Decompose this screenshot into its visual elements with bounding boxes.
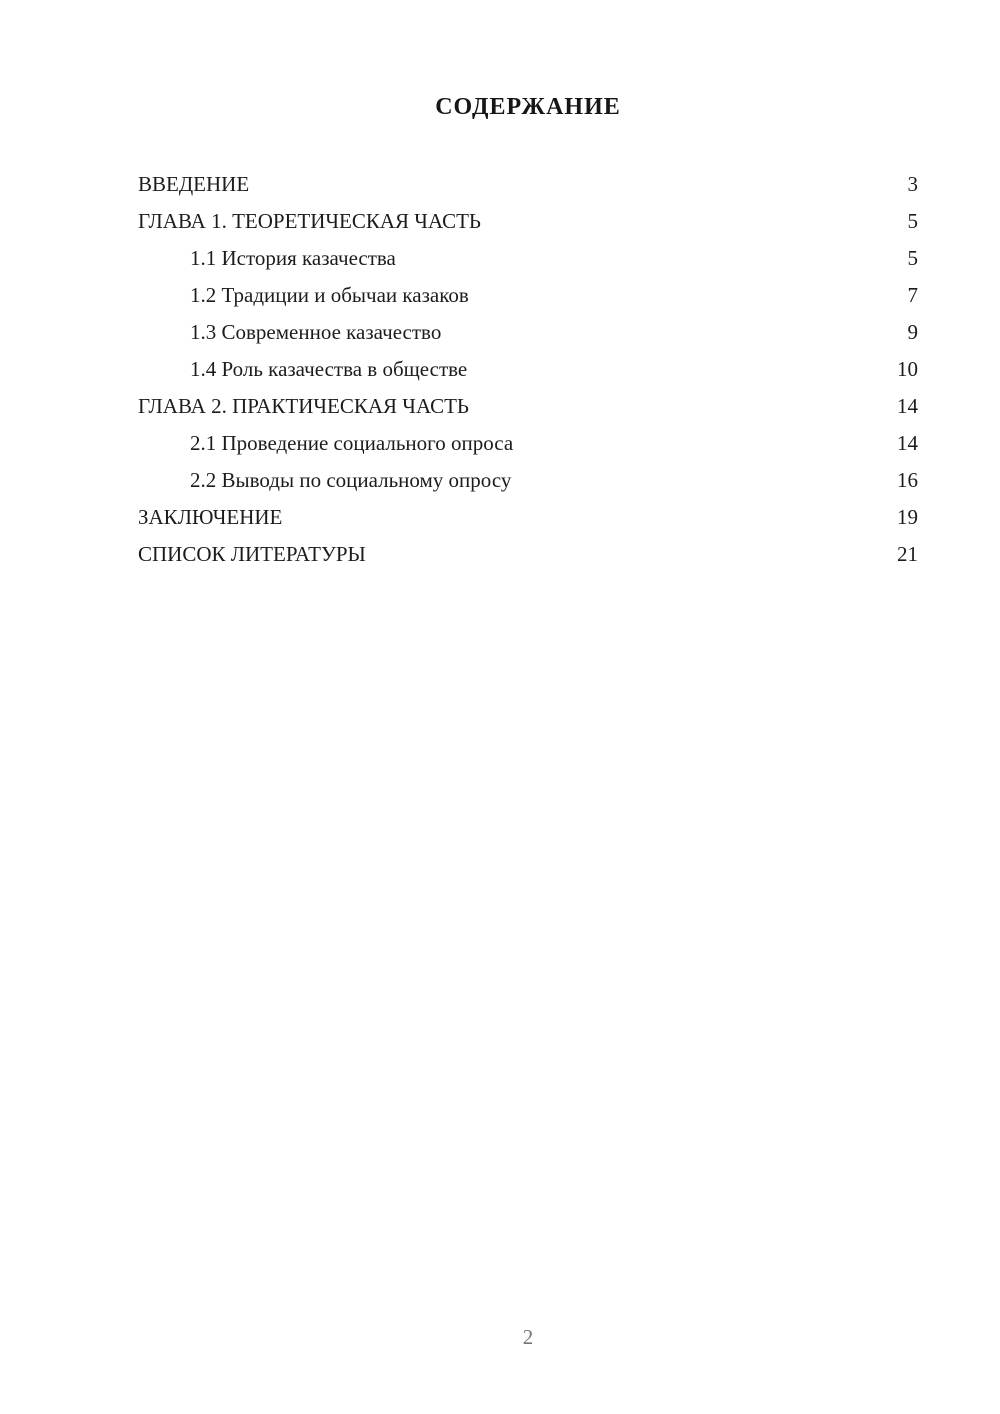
toc-entry-glava-1 <box>138 203 918 240</box>
toc-entry-page: 7 <box>907 283 918 307</box>
toc-entry-2-2 <box>138 462 918 499</box>
toc-entry-label: 1.2 Традиции и обычаи казаков <box>190 283 469 307</box>
toc-entry-page: 5 <box>907 209 918 233</box>
toc-entry-label: 2.2 Выводы по социальному опросу <box>190 468 512 492</box>
table-of-contents <box>138 166 918 573</box>
toc-entry-label: 1.4 Роль казачества в обществе <box>190 357 468 381</box>
toc-entry-zaklyuchenie <box>138 499 918 536</box>
toc-entry-label: ГЛАВА 1. ТЕОРЕТИЧЕСКАЯ ЧАСТЬ <box>138 209 481 233</box>
toc-entry-label: ГЛАВА 2. ПРАКТИЧЕСКАЯ ЧАСТЬ <box>138 394 469 418</box>
toc-entry-label: 2.1 Проведение социального опроса <box>190 431 514 455</box>
toc-entry-page: 21 <box>897 542 918 566</box>
toc-entry-label: ЗАКЛЮЧЕНИЕ <box>138 505 283 529</box>
page-title: СОДЕРЖАНИЕ <box>435 94 621 120</box>
toc-entry-1-4 <box>138 351 918 388</box>
toc-entry-page: 9 <box>907 320 918 344</box>
toc-entry-1-2 <box>138 277 918 314</box>
toc-entry-label: СПИСОК ЛИТЕРАТУРЫ <box>138 542 366 566</box>
toc-entry-label: ВВЕДЕНИЕ <box>138 172 250 196</box>
toc-entry-page: 3 <box>907 172 918 196</box>
toc-entry-page: 14 <box>897 431 918 455</box>
footer-page-number: 2 <box>522 1325 534 1349</box>
toc-entry-page: 19 <box>897 505 918 529</box>
toc-entry-1-3 <box>138 314 918 351</box>
toc-entry-spisok-literatury <box>138 536 918 573</box>
toc-entry-page: 14 <box>897 394 918 418</box>
toc-entry-label: 1.1 История казачества <box>190 246 396 270</box>
toc-entry-page: 16 <box>897 468 918 492</box>
toc-entry-page: 10 <box>897 357 918 381</box>
toc-entry-page: 5 <box>907 246 918 270</box>
toc-entry-vvedenie <box>138 166 918 203</box>
toc-entry-glava-2 <box>138 388 918 425</box>
toc-entry-2-1 <box>138 425 918 462</box>
toc-entry-1-1 <box>138 240 918 277</box>
toc-entry-label: 1.3 Современное казачество <box>190 320 442 344</box>
